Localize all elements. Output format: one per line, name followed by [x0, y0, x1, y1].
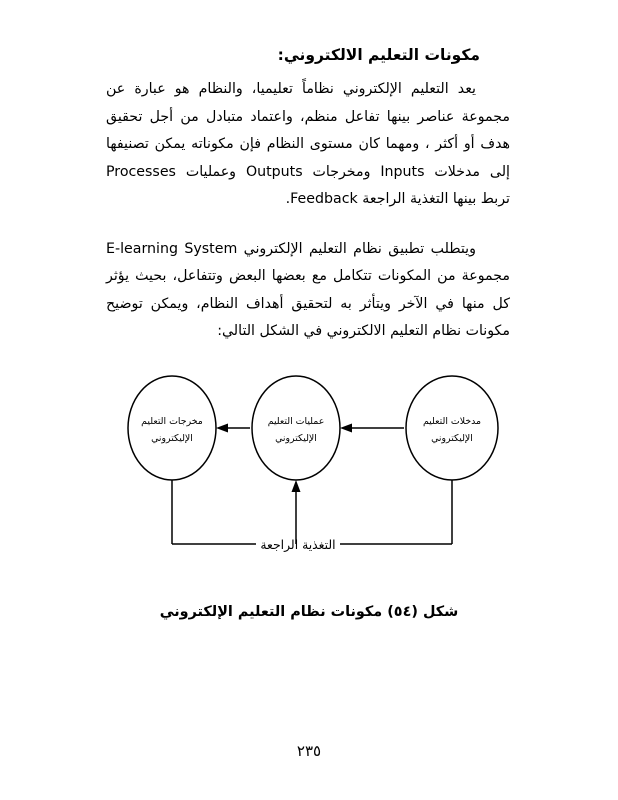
page-heading: مكونات التعليم الالكتروني:	[277, 46, 480, 64]
arrow-processes-to-outputs	[216, 424, 250, 433]
node-outputs-label-line1: مخرجات التعليم	[141, 416, 203, 427]
body-text-block	[106, 44, 510, 346]
paragraph-two-text: ويتطلب تطبيق نظام التعليم الإلكتروني E-learning System مجموعة من المكونات تتكامل مع بعضها البعض وتتفاعل، بحيث يؤثر كل منها في الآخر ويتأثر به لتحقيق أهداف النظام، ويمكن توضيح مكونات نظام التعليم الالكتروني في الشكل التالي:	[106, 240, 510, 340]
arrow-inputs-to-processes	[340, 424, 404, 433]
node-processes-label-line2: الإليكتروني	[275, 433, 317, 444]
system-components-diagram	[0, 368, 618, 588]
node-inputs-label-line2: الإليكتروني	[431, 433, 473, 444]
figure-caption: شكل (٥٤) مكونات نظام التعليم الإلكتروني	[159, 604, 459, 620]
feedback-label: التغذية الراجعة	[260, 537, 336, 552]
paragraph-two	[106, 236, 510, 346]
node-outputs-shape	[128, 376, 216, 480]
node-inputs-shape	[406, 376, 498, 480]
node-processes-shape	[252, 376, 340, 480]
paragraph-one	[106, 76, 510, 214]
node-inputs-label-line1: مدخلات التعليم	[422, 416, 482, 427]
page-number: ٢٣٥	[296, 742, 322, 760]
paragraph-one-text: يعد التعليم الإلكتروني نظاماً تعليميا، والنظام هو عبارة عن مجموعة عناصر بينها تفاعل منظم، واعتماد متبادل من أجل تحقيق هدف أو أكثر ، ومهما كان مستوى النظام فإن مكوناته يمكن تصنيفها إلى مدخلات Inputs ومخرجات Outputs وعمليات Processes تربط بينها التغذية الراجعة Feedback.	[106, 81, 511, 208]
node-processes-label-line1: عمليات التعليم	[267, 416, 325, 427]
feedback-loop-path	[172, 480, 452, 544]
node-outputs-label-line2: الإليكتروني	[151, 433, 193, 444]
arrow-feedback-to-processes	[292, 480, 301, 544]
